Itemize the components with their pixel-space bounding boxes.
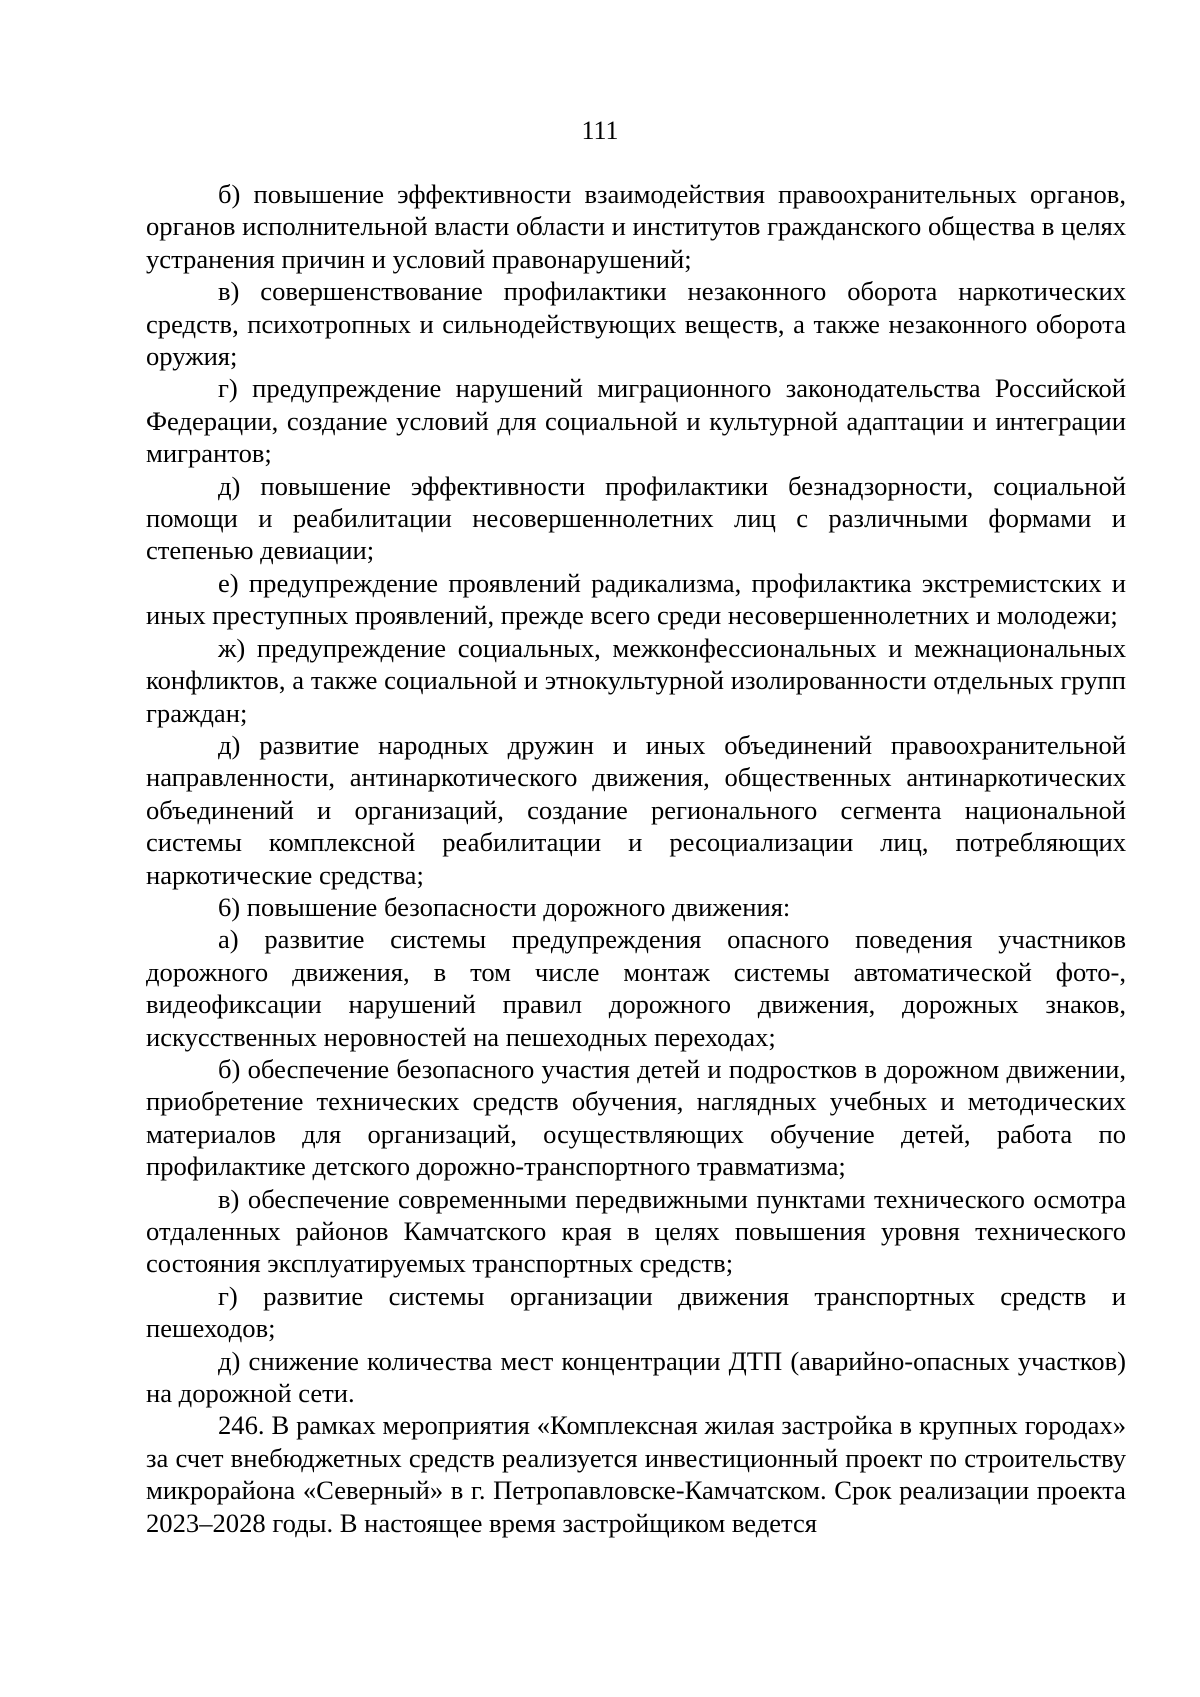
paragraph-6-road-safety: 6) повышение безопасности дорожного движения: <box>218 891 791 922</box>
paragraph-g-traffic-organization: г) развитие системы организации движения транспортных средств и пешеходов; <box>146 1280 1126 1344</box>
paragraph-b-interaction: б) повышение эффективности взаимодействия правоохранительных органов, органов исполнительной власти области и институтов гражданского общества в целях устранения причин и условий правонарушений; <box>146 179 1126 274</box>
document-body <box>146 178 1126 1539</box>
paragraph-v-inspection-points: в) обеспечение современными передвижными пунктами технического осмотра отдаленных районов Камчатского края в целях повышения уровня технического состояния эксплуатируемых транспортных средств; <box>146 1183 1126 1279</box>
paragraph-g-migration: г) предупреждение нарушений миграционного законодательства Российской Федерации, создание условий для социальной и культурной адаптации и интеграции мигрантов; <box>146 373 1126 469</box>
paragraph-246-housing-project: 246. В рамках мероприятия «Комплексная жилая застройка в крупных городах» за счет внебюджетных средств реализуется инвестиционный проект по строительству микрорайона «Северный» в г. Петропавловске-Камчатском. Срок реализации проекта 2023–2028 годы. В настоящее время застройщиком ведется <box>146 1410 1126 1538</box>
paragraph-a-traffic-systems: а) развитие системы предупреждения опасного поведения участников дорожного движения, в том числе монтаж системы автоматической фото-, видеофиксации нарушений правил дорожного движения, дорожных знаков, искусственных неровностей на пешеходных переходах; <box>146 924 1126 1052</box>
paragraph-d-volunteer-squads: д) развитие народных дружин и иных объединений правоохранительной направленности, антинаркотического движения, общественных антинаркотических объединений и организаций, создание регионального сегмента национальной системы комплексной реабилитации и ресоциализации лиц, потребляющих наркотические средства; <box>146 729 1126 890</box>
paragraph-d-neglect-prevention: д) повышение эффективности профилактики безнадзорности, социальной помощи и реабилитации несовершеннолетних лиц с различными формами и степенью девиации; <box>146 470 1126 566</box>
paragraph-e-radicalism: е) предупреждение проявлений радикализма, профилактика экстремистских и иных преступных проявлений, прежде всего среди несовершеннолетних и молодежи; <box>146 567 1126 631</box>
paragraph-b-child-safety: б) обеспечение безопасного участия детей и подростков в дорожном движении, приобретение технических средств обучения, наглядных учебных и методических материалов для организаций, осуществляющих обучение детей, работа по профилактике детского дорожно-транспортного травматизма; <box>146 1053 1126 1182</box>
paragraph-d-accident-sites: д) снижение количества мест концентрации ДТП (аварийно-опасных участков) на дорожной сети. <box>146 1345 1126 1409</box>
page-number: 111 <box>581 116 619 145</box>
paragraph-zh-conflicts: ж) предупреждение социальных, межконфессиональных и межнациональных конфликтов, а также социальной и этнокультурной изолированности отдельных групп граждан; <box>146 632 1126 728</box>
paragraph-v-drug-prevention: в) совершенствование профилактики незаконного оборота наркотических средств, психотропных и сильнодействующих веществ, а также незаконного оборота оружия; <box>146 276 1126 372</box>
